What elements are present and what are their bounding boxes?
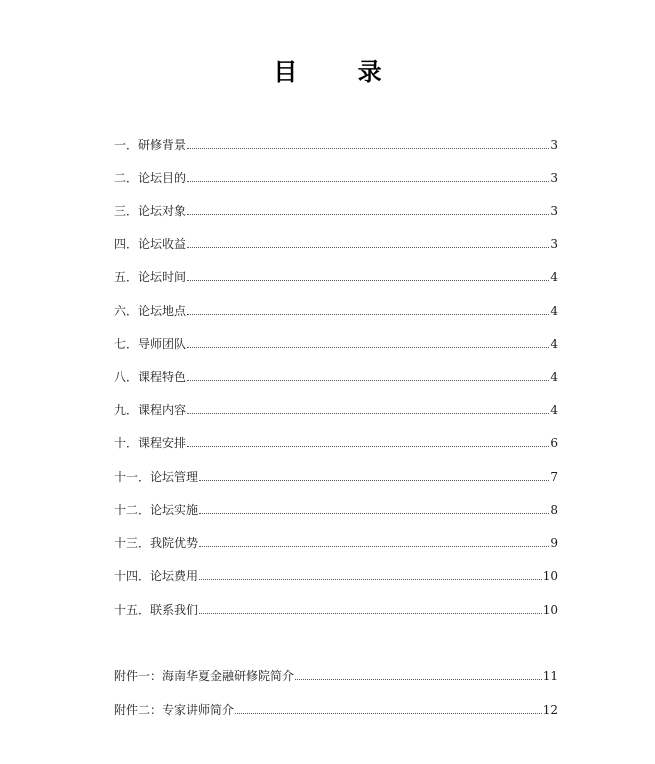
dot-leader bbox=[199, 546, 549, 547]
toc-entry-label: 十五．联系我们 bbox=[114, 603, 199, 617]
toc-entry[interactable] bbox=[114, 599, 558, 617]
toc-entry-page: 3 bbox=[550, 204, 558, 218]
toc-entry[interactable] bbox=[114, 366, 558, 384]
toc-entry[interactable] bbox=[114, 167, 558, 185]
toc-entry-page: 3 bbox=[550, 237, 558, 251]
dot-leader bbox=[199, 579, 542, 580]
toc-entry-label: 四．论坛收益 bbox=[114, 237, 187, 251]
toc-entry[interactable] bbox=[114, 134, 558, 152]
toc-entry-page: 6 bbox=[550, 436, 558, 450]
toc-entry-page: 9 bbox=[550, 536, 558, 550]
toc-entry-page: 10 bbox=[542, 569, 558, 583]
dot-leader bbox=[187, 280, 549, 281]
dot-leader bbox=[199, 513, 549, 514]
toc-entry-page: 3 bbox=[550, 138, 558, 152]
dot-leader bbox=[187, 148, 549, 149]
toc-entry-label: 一．研修背景 bbox=[114, 138, 187, 152]
toc-entry-label: 二．论坛目的 bbox=[114, 171, 187, 185]
dot-leader bbox=[199, 480, 549, 481]
toc-entry[interactable] bbox=[114, 432, 558, 450]
dot-leader bbox=[187, 247, 549, 248]
dot-leader bbox=[187, 314, 549, 315]
toc-entry-page: 4 bbox=[550, 337, 558, 351]
toc-entry[interactable] bbox=[114, 333, 558, 351]
toc-entry-label: 九．课程内容 bbox=[114, 403, 187, 417]
toc-entry[interactable] bbox=[114, 532, 558, 550]
toc-entry[interactable] bbox=[114, 499, 558, 517]
toc-entry-label: 附件一：海南华夏金融研修院简介 bbox=[114, 669, 295, 683]
toc-entry-page: 10 bbox=[542, 603, 558, 617]
toc-entry-page: 7 bbox=[550, 470, 558, 484]
toc-entry[interactable] bbox=[114, 699, 558, 717]
toc-entry-label: 三．论坛对象 bbox=[114, 204, 187, 218]
dot-leader bbox=[187, 380, 549, 381]
toc-entry-page: 4 bbox=[550, 304, 558, 318]
toc-entry-label: 七．导师团队 bbox=[114, 337, 187, 351]
toc-entry-page: 4 bbox=[550, 370, 558, 384]
toc-entry-label: 十四．论坛费用 bbox=[114, 569, 199, 583]
dot-leader bbox=[235, 713, 542, 714]
toc-entry-label: 五．论坛时间 bbox=[114, 270, 187, 284]
toc-entry-label: 十二．论坛实施 bbox=[114, 503, 199, 517]
dot-leader bbox=[187, 181, 549, 182]
dot-leader bbox=[187, 214, 549, 215]
dot-leader bbox=[187, 347, 549, 348]
toc-entry-label: 十．课程安排 bbox=[114, 436, 187, 450]
toc-entry-page: 8 bbox=[550, 503, 558, 517]
toc-entry-page: 11 bbox=[542, 669, 558, 683]
toc-entry-label: 六．论坛地点 bbox=[114, 304, 187, 318]
toc-entry[interactable] bbox=[114, 266, 558, 284]
toc-entry[interactable] bbox=[114, 300, 558, 318]
toc-entry-label: 十三．我院优势 bbox=[114, 536, 199, 550]
toc-entry-page: 12 bbox=[542, 703, 558, 717]
toc-entry[interactable] bbox=[114, 233, 558, 251]
toc-entry[interactable] bbox=[114, 466, 558, 484]
toc-entry[interactable] bbox=[114, 200, 558, 218]
dot-leader bbox=[187, 446, 549, 447]
toc-entry[interactable] bbox=[114, 665, 558, 683]
toc-entry[interactable] bbox=[114, 399, 558, 417]
toc-entry[interactable] bbox=[114, 565, 558, 583]
toc-entry-page: 4 bbox=[550, 270, 558, 284]
toc-entry-label: 附件二：专家讲师简介 bbox=[114, 703, 235, 717]
page-title: 目 录 bbox=[273, 58, 408, 86]
toc-entry-page: 4 bbox=[550, 403, 558, 417]
dot-leader bbox=[295, 679, 542, 680]
toc-entry-label: 八．课程特色 bbox=[114, 370, 187, 384]
dot-leader bbox=[199, 613, 542, 614]
toc-entry-label: 十一．论坛管理 bbox=[114, 470, 199, 484]
dot-leader bbox=[187, 413, 549, 414]
toc-entry-page: 3 bbox=[550, 171, 558, 185]
